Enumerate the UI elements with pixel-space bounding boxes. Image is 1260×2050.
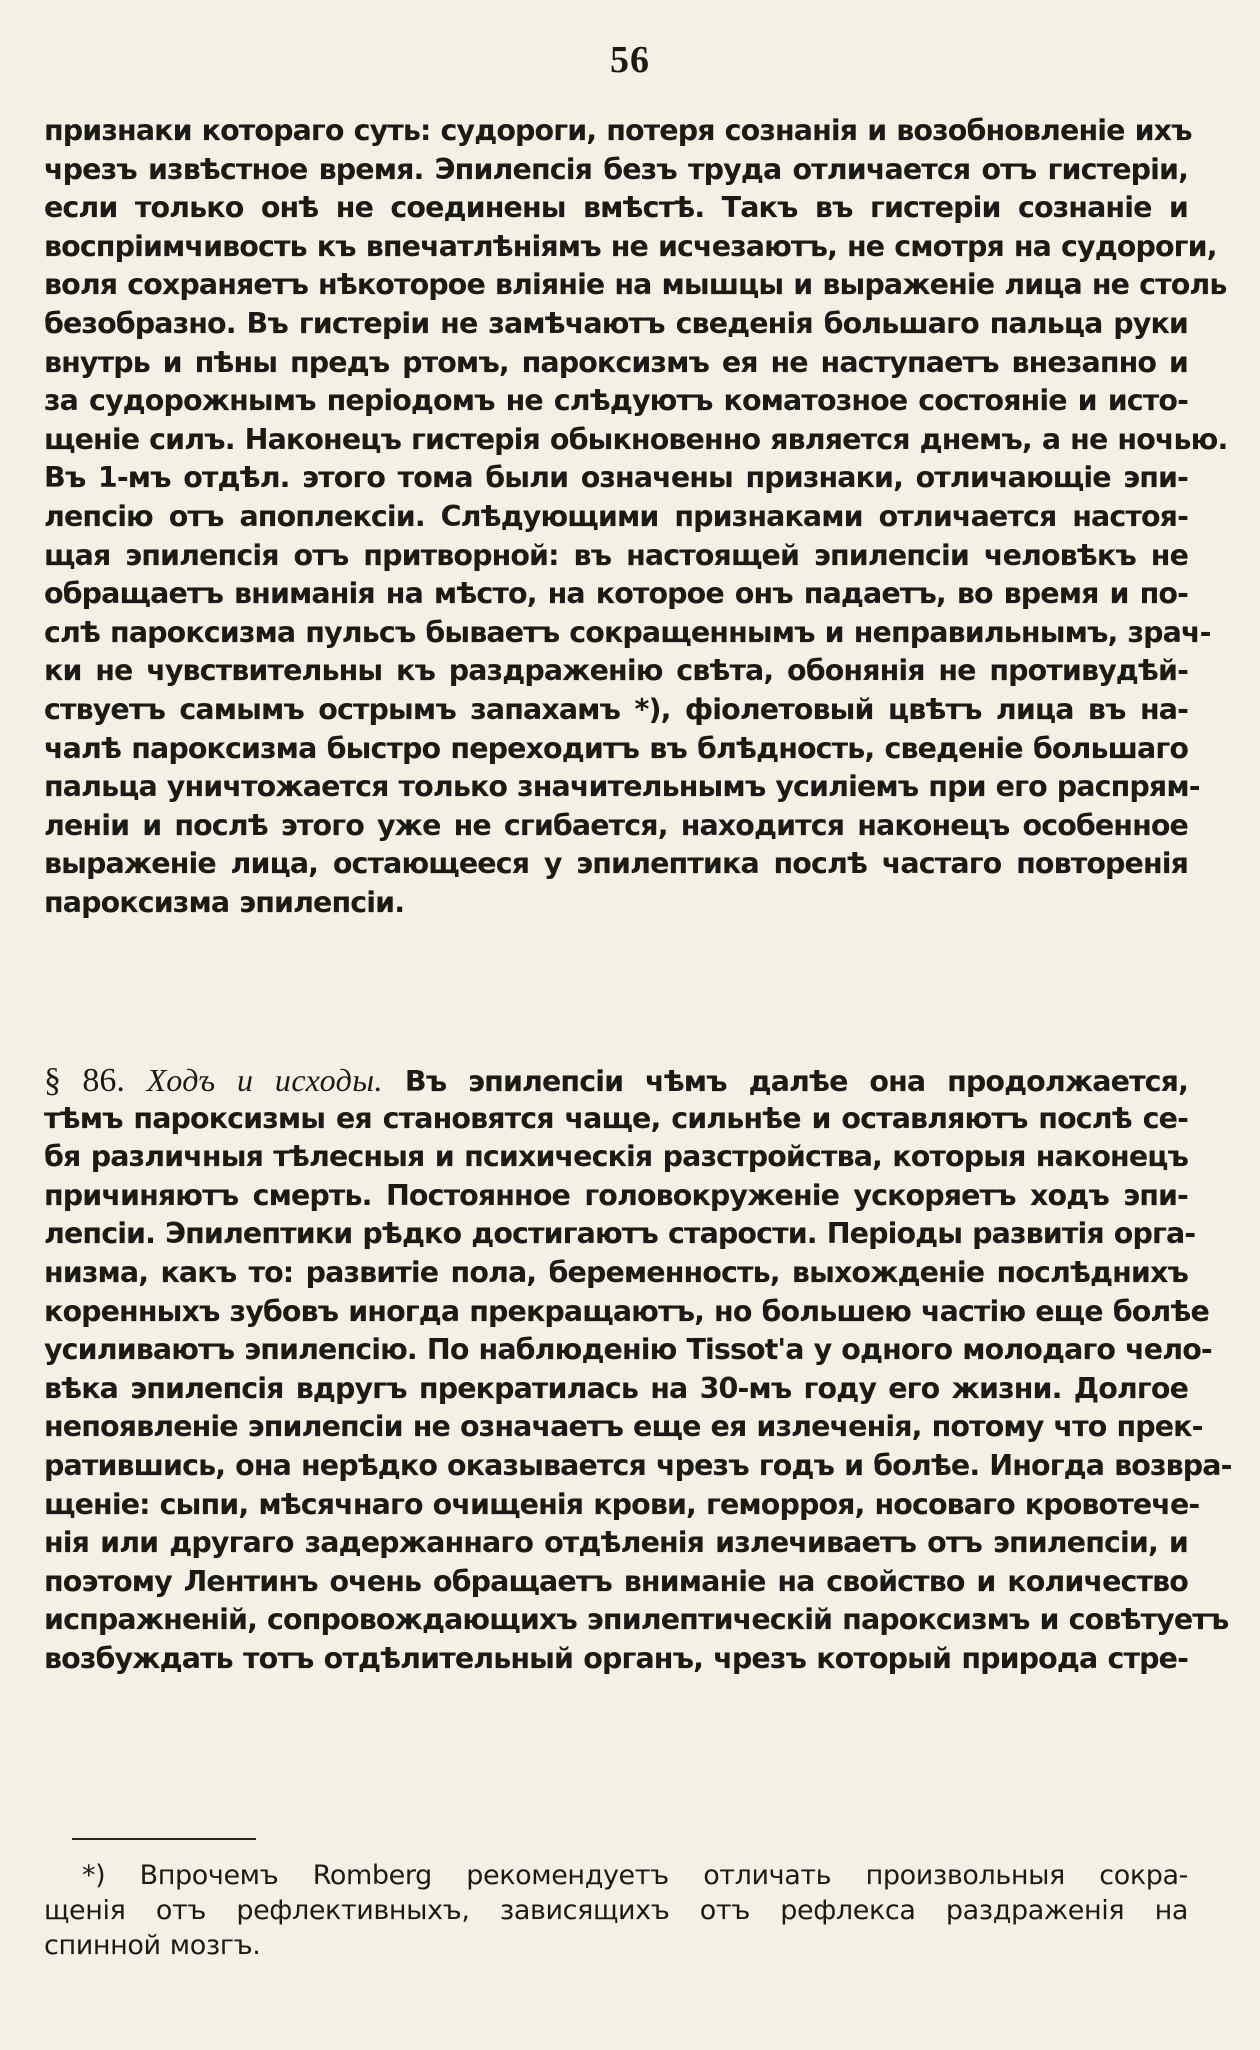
text-line: возбуждать тотъ отдѣлительный органъ, чрезъ который природа стре- bbox=[44, 1641, 1188, 1675]
text-line: внутрь и пѣны предъ ртомъ, пароксизмъ ея не наступаетъ внезапно и bbox=[44, 345, 1188, 379]
page-number: 56 bbox=[610, 39, 650, 81]
text-line: причиняютъ смерть. Постоянное головокруженіе ускоряетъ ходъ эпи- bbox=[44, 1178, 1188, 1212]
text-line: леніи и послѣ этого уже не сгибается, находится наконецъ особенное bbox=[44, 808, 1188, 842]
text-line: низма, какъ то: развитіе пола, беременность, выхожденіе послѣднихъ bbox=[44, 1255, 1188, 1289]
section-body bbox=[44, 1100, 1232, 1679]
footnote-rule bbox=[72, 1838, 256, 1840]
footnote-line: *) Впрочемъ Romberg рекомендуетъ отличать произвольныя сокра- bbox=[82, 1860, 1188, 1891]
text-line: ки не чувствительны къ раздраженію свѣта, обонянія не противудѣй- bbox=[44, 654, 1188, 688]
text-line: ратившись, она нерѣдко оказывается чрезъ годъ и болѣе. Иногда возвра- bbox=[44, 1448, 1232, 1482]
text-line: пароксизма эпилепсіи. bbox=[44, 885, 405, 919]
text-line: лепсію отъ апоплексіи. Слѣдующими признаками отличается настоя- bbox=[44, 499, 1188, 533]
text-line: если только онѣ не соединены вмѣстѣ. Такъ въ гистеріи сознаніе и bbox=[44, 191, 1188, 225]
section-first-line-text: Въ эпилепсіи чѣмъ далѣе она продолжается, bbox=[404, 1065, 1189, 1098]
text-line: лепсіи. Эпилептики рѣдко достигаютъ старости. Періоды развитія орга- bbox=[44, 1217, 1196, 1251]
text-line: чрезъ извѣстное время. Эпилепсія безъ труда отличается отъ гистеріи, bbox=[44, 152, 1188, 186]
text-line: коренныхъ зубовъ иногда прекращаютъ, но большею частію еще болѣе bbox=[44, 1294, 1209, 1328]
section-title: Ходъ и исходы. bbox=[146, 1062, 384, 1098]
section-86 bbox=[44, 1061, 1232, 1679]
text-line: обращаетъ вниманія на мѣсто, на которое онъ падаетъ, во время и по- bbox=[44, 577, 1188, 611]
text-line: нія или другаго задержаннаго отдѣленія излечиваетъ отъ эпилепсіи, и bbox=[44, 1526, 1188, 1560]
footnote-line: спинной мозгъ. bbox=[44, 1930, 261, 1961]
footnote bbox=[44, 1858, 1188, 1963]
text-line: безобразно. Въ гистеріи не замѣчаютъ сведенія большаго пальца руки bbox=[44, 306, 1188, 340]
text-line: за судорожнымъ періодомъ не слѣдуютъ коматозное состояніе и исто- bbox=[44, 384, 1188, 418]
text-line: непоявленіе эпилепсіи не означаетъ еще ея излеченія, потому что прек- bbox=[44, 1410, 1203, 1444]
text-line: чалѣ пароксизма быстро переходитъ въ блѣдность, сведеніе большаго bbox=[44, 731, 1188, 765]
text-line: испражненій, сопровождающихъ эпилептическій пароксизмъ и совѣтуетъ bbox=[44, 1603, 1229, 1637]
section-heading-line bbox=[44, 1061, 1188, 1100]
text-line: щеніе: сыпи, мѣсячнаго очищенія крови, геморроя, носоваго кровотече- bbox=[44, 1487, 1200, 1521]
text-line: воспріимчивость къ впечатлѣніямъ не исчезаютъ, не смотря на судороги, bbox=[44, 229, 1217, 263]
text-line: признаки котораго суть: судороги, потеря сознанія и возобновленіе ихъ bbox=[44, 114, 1192, 147]
text-line: слѣ пароксизма пульсъ бываетъ сокращеннымъ и неправильнымъ, зрач- bbox=[44, 615, 1211, 649]
text-line: ствуетъ самымъ острымъ запахамъ *), фіолетовый цвѣтъ лица въ на- bbox=[44, 692, 1188, 726]
footnote-line: щенія отъ рефлективныхъ, зависящихъ отъ рефлекса раздраженія на bbox=[44, 1895, 1188, 1926]
text-line: Въ 1-мъ отдѣл. этого тома были означены признаки, отличающіе эпи- bbox=[44, 461, 1188, 495]
text-line: щая эпилепсія отъ притворной: въ настоящей эпилепсіи человѣкъ не bbox=[44, 538, 1188, 572]
text-line: пальца уничтожается только значительнымъ усиліемъ при его распрям- bbox=[44, 770, 1200, 804]
text-line: выраженіе лица, остающееся у эпилептика послѣ частаго повторенія bbox=[44, 847, 1188, 881]
text-line: щеніе силъ. Наконецъ гистерія обыкновенно является днемъ, а не ночью. bbox=[44, 422, 1228, 456]
text-line: тѣмъ пароксизмы ея становятся чаще, сильнѣе и оставляютъ послѣ се- bbox=[44, 1101, 1188, 1135]
text-line: вѣка эпилепсія вдругъ прекратилась на 30-мъ году его жизни. Долгое bbox=[44, 1371, 1188, 1405]
section-number: § 86. bbox=[44, 1062, 125, 1099]
text-line: усиливаютъ эпилепсію. По наблюденію Tissot'а у одного молодаго чело- bbox=[44, 1333, 1212, 1367]
text-line: бя различныя тѣлесныя и психическія разстройства, которыя наконецъ bbox=[44, 1140, 1188, 1174]
paragraph-1 bbox=[44, 112, 1228, 922]
text-line: поэтому Лентинъ очень обращаетъ вниманіе на свойство и количество bbox=[44, 1564, 1188, 1598]
text-line: воля сохраняетъ нѣкоторое вліяніе на мышцы и выраженіе лица не столь bbox=[44, 268, 1227, 302]
